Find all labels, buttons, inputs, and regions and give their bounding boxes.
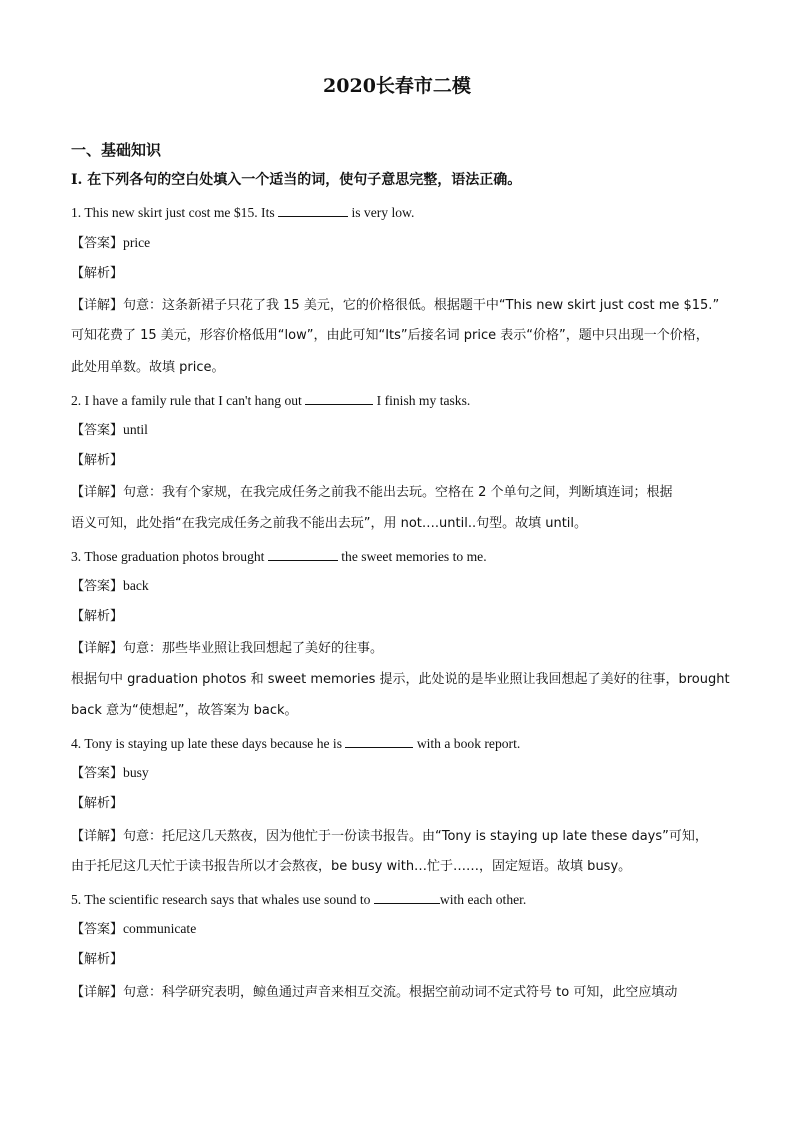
detail-text: 语义可知，此处指“在我完成任务之前我不能出去玩”，用 not….until..句型。故填 until。 xyxy=(71,516,588,531)
detail-label: 【详解】 xyxy=(71,298,124,313)
answer-label: 【答案】 xyxy=(71,236,124,251)
page-title: 2020长春市二模 xyxy=(323,75,471,97)
answer-blank xyxy=(374,890,440,904)
question-text: I finish my tasks. xyxy=(376,393,471,408)
answer-line xyxy=(71,921,731,938)
answer-label: 【答案】 xyxy=(71,922,124,937)
detail-text: 句意：托尼这几天熬夜，因为他忙于一份读书报告。由“Tony is staying up late these days”可知， xyxy=(123,829,708,844)
analysis-label: 【解析】 xyxy=(71,453,124,468)
question-4 xyxy=(71,734,731,753)
answer-line xyxy=(71,422,731,439)
answer-value: busy xyxy=(123,765,149,780)
answer-label: 【答案】 xyxy=(71,423,124,438)
detail-line xyxy=(71,297,731,314)
detail-text: 句意：我有个家规，在我完成任务之前我不能出去玩。空格在 2 个单句之间，判断填连词；根据 xyxy=(123,485,673,500)
detail-line xyxy=(71,828,731,845)
detail-label: 【详解】 xyxy=(71,641,124,656)
answer-label: 【答案】 xyxy=(71,766,124,781)
detail-text: 可知花费了 15 美元，形容价格低用“low”，由此可知“Its”后接名词 price 表示“价格”，题中只出现一个价格， xyxy=(71,328,709,343)
question-2 xyxy=(71,391,731,410)
question-3 xyxy=(71,547,731,566)
detail-text: 由于托尼这几天忙于读书报告所以才会熬夜，be busy with…忙于……，固定短语。故填 busy。 xyxy=(71,859,632,874)
question-text: 5. The scientific research says that whales use sound to xyxy=(71,892,371,907)
answer-blank xyxy=(268,547,338,561)
answer-blank xyxy=(345,734,413,748)
question-text: 2. I have a family rule that I can't hang out xyxy=(71,393,302,408)
question-text: the sweet memories to me. xyxy=(341,549,487,564)
question-1 xyxy=(71,203,731,222)
detail-text: 根据句中 graduation photos 和 sweet memories 提示，此处说的是毕业照让我回想起了美好的往事，brought xyxy=(71,672,730,687)
detail-line xyxy=(71,984,731,1001)
answer-label: 【答案】 xyxy=(71,579,124,594)
detail-text: 此处用单数。故填 price。 xyxy=(71,360,225,375)
answer-value: until xyxy=(123,422,148,437)
answer-line xyxy=(71,578,731,595)
analysis-label: 【解析】 xyxy=(71,796,124,811)
instruction-heading: I. 在下列各句的空白处填入一个适当的词，使句子意思完整，语法正确。 xyxy=(71,172,522,188)
question-text: 3. Those graduation photos brought xyxy=(71,549,265,564)
question-text: is very low. xyxy=(351,205,415,220)
detail-line xyxy=(71,484,731,501)
question-text: with a book report. xyxy=(416,736,521,751)
detail-text: 句意：科学研究表明，鲸鱼通过声音来相互交流。根据空前动词不定式符号 to 可知，此空应填动 xyxy=(123,985,678,1000)
analysis-label: 【解析】 xyxy=(71,609,124,624)
detail-label: 【详解】 xyxy=(71,985,124,1000)
detail-text: 句意：这条新裙子只花了我 15 美元，它的价格很低。根据题干中“This new skirt just cost me $15.” xyxy=(123,298,720,313)
answer-blank xyxy=(305,391,373,405)
detail-label: 【详解】 xyxy=(71,829,124,844)
answer-value: communicate xyxy=(123,921,197,936)
answer-line xyxy=(71,765,731,782)
question-5 xyxy=(71,890,731,909)
answer-value: price xyxy=(123,235,151,250)
question-text: 1. This new skirt just cost me $15. Its xyxy=(71,205,275,220)
detail-label: 【详解】 xyxy=(71,485,124,500)
answer-value: back xyxy=(123,578,149,593)
answer-line xyxy=(71,235,731,252)
analysis-label: 【解析】 xyxy=(71,952,124,967)
detail-text: 句意：那些毕业照让我回想起了美好的往事。 xyxy=(123,641,384,656)
section-heading: 一、基础知识 xyxy=(71,141,162,159)
answer-blank xyxy=(278,203,348,217)
question-text: with each other. xyxy=(439,892,527,907)
question-text: 4. Tony is staying up late these days because he is xyxy=(71,736,342,751)
detail-line xyxy=(71,640,731,657)
detail-text: back 意为“使想起”，故答案为 back。 xyxy=(71,703,298,718)
analysis-label: 【解析】 xyxy=(71,266,124,281)
